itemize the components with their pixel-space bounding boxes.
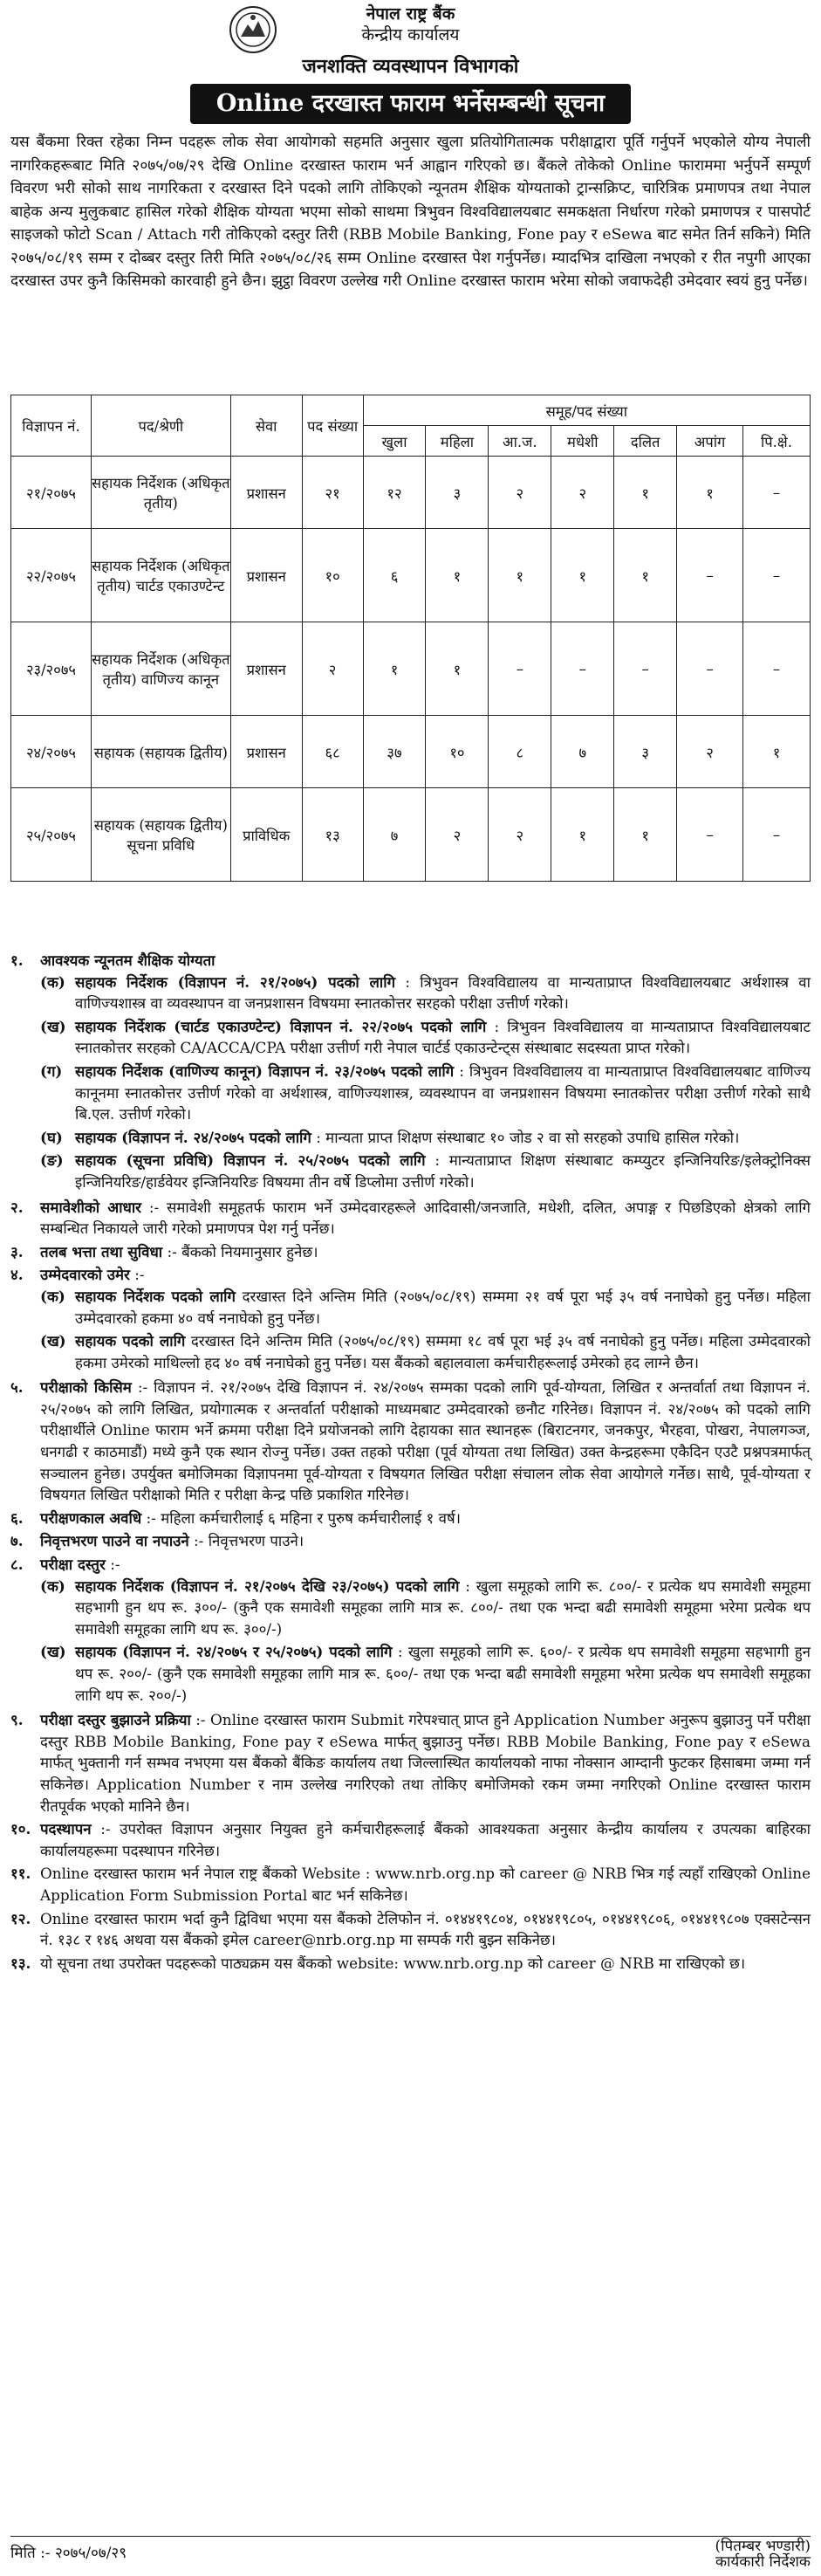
cell-advert-no: २३/२०७५ xyxy=(11,622,92,716)
cell-post: सहायक (सहायक द्वितीय) सूचना प्रविधि xyxy=(91,788,230,882)
cell-women: १० xyxy=(426,716,489,788)
cell-open: ३७ xyxy=(363,716,426,788)
header-post-level: पद/श्रेणी xyxy=(91,395,230,457)
cell-pichhadiyeko: – xyxy=(743,788,811,882)
cell-service: प्रशासन xyxy=(230,716,302,788)
cell-apang: – xyxy=(677,788,743,882)
section-probation: ६. परीक्षणकाल अवधि :- महिला कर्मचारीलाई ६ महिना र पुरुष कर्मचारीलाई १ वर्ष। xyxy=(10,1508,462,1527)
header-post-count: पद संख्या xyxy=(302,395,363,457)
cell-count: ६८ xyxy=(302,716,363,788)
cell-post: सहायक निर्देशक (अधिकृत तृतीय) xyxy=(91,457,230,529)
cell-count: २ xyxy=(302,622,363,716)
header xyxy=(0,0,821,117)
cell-aj: ८ xyxy=(489,716,551,788)
section-contact: १२. Online दरखास्त फाराम भर्दा कुनै द्विविधा भएमा यस बैंकको टेलिफोन नं. ०१४४१९८०४, ०१४४१९८०५, ०१४४१९८०६, ०१४४१९८०७ एक्सटेन्सन नं. १३८ र १४६ अथवा यस बैंकको इमेल career@nrb.org.np मा सम्पर्क गरी बुझ्न सकिनेछ। xyxy=(10,1909,811,1949)
notice-title: Online दरखास्त फाराम भर्नेसम्बन्धी सूचना xyxy=(190,84,631,124)
header-women: महिला xyxy=(426,426,489,457)
cell-madhesi: २ xyxy=(551,457,614,529)
cell-service: प्रशासन xyxy=(230,457,302,529)
list-item: (ख) सहायक (विज्ञापन नं. २४/२०७५ र २५/२०७५) पदको लागि : खुला समूहको लागि रू. ६००/- र प्रत्येक थप समावेशी समूहमा सहभागी हुन थप रू. २००/- (कुनै एक समावेशी समूहका लागि मात्र रू. ६००/- तथा एक भन्दा बढी समावेशी समूहमा भरेमा प्रत्येक थप समावेशी समूहका लागि थप रू. २००/-) xyxy=(40,1643,811,1704)
cell-count: १० xyxy=(302,529,363,622)
table-header-row xyxy=(11,395,811,426)
header-dalit: दलित xyxy=(614,426,677,457)
cell-women: २ xyxy=(426,788,489,882)
cell-madhesi: ७ xyxy=(551,716,614,788)
section-number: १. xyxy=(10,951,24,969)
cell-advert-no: २५/२०७५ xyxy=(11,788,92,882)
cell-women: १ xyxy=(426,622,489,716)
cell-count: २१ xyxy=(302,457,363,529)
cell-apang: १ xyxy=(677,457,743,529)
footer-divider xyxy=(10,2536,811,2537)
section-online-form: ११. Online दरखास्त फाराम भर्न नेपाल राष्ट्र बैंकको Website : www.nrb.org.np को career @ NRB भित्र गई त्यहाँ राखिएको Online Application Form Submission Portal बाट भर्न सकिनेछ। xyxy=(10,1865,811,1904)
section-pension: ७. निवृत्तभरण पाउने वा नपाउने :- निवृत्तभरण पाउने। xyxy=(10,1532,304,1550)
cell-aj: २ xyxy=(489,788,551,882)
cell-advert-no: २४/२०७५ xyxy=(11,716,92,788)
cell-apang: – xyxy=(677,622,743,716)
cell-open: ६ xyxy=(363,529,426,622)
cell-madhesi: १ xyxy=(551,788,614,882)
header-aj: आ.ज. xyxy=(489,426,551,457)
section-qualification xyxy=(10,950,811,1195)
notice-sections xyxy=(10,950,811,1975)
signature-block xyxy=(715,2538,811,2570)
cell-dalit: १ xyxy=(614,529,677,622)
cell-dalit: १ xyxy=(614,788,677,882)
table-row xyxy=(11,788,811,882)
cell-madhesi: – xyxy=(551,622,614,716)
list-item: (क) सहायक निर्देशक (विज्ञापन नं. २१/२०७५ देखि २३/२०७५) पदको लागि : खुला समूहको लागि रू. ८००/- र प्रत्येक थप समावेशी समूहमा सहभागी हुन थप रू. ३००/- (कुनै एक समावेशी समूहका लागि मात्र रू. ८००/- तथा एक भन्दा बढी समावेशी समूहमा भरेमा प्रत्येक थप समावेशी समूहका लागि थप रू. ३००/-) xyxy=(40,1577,811,1638)
cell-apang: – xyxy=(677,529,743,622)
cell-dalit: – xyxy=(614,622,677,716)
cell-post: सहायक निर्देशक (अधिकृत तृतीय) वाणिज्य कानून xyxy=(91,622,230,716)
cell-advert-no: २२/२०७५ xyxy=(11,529,92,622)
list-item: (क) सहायक निर्देशक (विज्ञापन नं. २१/२०७५) पदको लागि : त्रिभुवन विश्वविद्यालय वा मान्यताप्राप्त विश्वविद्यालयबाट अर्थशास्त्र वा वाणिज्यशास्त्र वा व्यवस्थापन वा जनप्रशासन विषयमा स्नातकोत्तर सरहको परीक्षा उत्तीर्ण गरेको। xyxy=(40,972,811,1013)
list-item: (क) सहायक निर्देशक पदको लागि दरखास्त दिने अन्तिम मिति (२०७५/०८/१९) सम्ममा २१ वर्ष पूरा भई ३५ वर्ष ननाघेको हुनु पर्नेछ। महिला उम्मेदवारको हकमा ४० वर्ष ननाघेको हुनु पर्नेछ। xyxy=(40,1287,811,1327)
cell-open: १२ xyxy=(363,457,426,529)
cell-open: ७ xyxy=(363,788,426,882)
cell-dalit: १ xyxy=(614,457,677,529)
list-item: (घ) सहायक (विज्ञापन नं. २४/२०७५ पदको लागि : मान्यता प्राप्त शिक्षण संस्थाबाट १० जोड २ वा सो सरहको उपाधि हासिल गरेको। xyxy=(40,1128,740,1146)
cell-pichhadiyeko: १ xyxy=(743,716,811,788)
footer xyxy=(10,2538,811,2570)
cell-women: ३ xyxy=(426,457,489,529)
header-open: खुला xyxy=(363,426,426,457)
section-exam-type: ५. परीक्षाको किसिम :- विज्ञापन नं. २१/२०७५ देखि विज्ञापन नं. २४/२०७५ सम्मका पदको लागि पूर्व-योग्यता, लिखित र अन्तर्वार्ता तथा विज्ञापन नं. २५/२०७५ को लागि लिखित, प्रयोगात्मक र अन्तर्वार्ता परीक्षाको माध्यमबाट उम्मेदवारको छनौट गरिनेछ। विज्ञापन नं. २४/२०७५ को पदको लागि परीक्षार्थीले Online फाराम भर्ने क्रममा परीक्षा दिने प्रयोजनको लागि देहायका सात स्थानहरू (बिराटनगर, जनकपुर, भैरहवा, पोखरा, नेपालगञ्ज, धनगढी र काठमाडौं) मध्ये कुनै एक स्थान रोज्नु पर्नेछ। उक्त तहको परीक्षा (पूर्व योग्यता तथा लिखित) उक्त केन्द्रहरूमा एकैदिन एउटै प्रश्नपत्रमार्फत् सञ्चालन हुनेछ। उपर्युक्त बमोजिमका विज्ञापनमा पूर्व-योग्यता र विषयगत लिखित परीक्षा संचालन लोक सेवा आयोगले गर्नेछ। साथै, पूर्व-योग्यता र विषयगत लिखित परीक्षाको मिति र परीक्षा केन्द्र पछि प्रकाशित गरिनेछ। xyxy=(10,1378,811,1504)
cell-post: सहायक (सहायक द्वितीय) xyxy=(91,716,230,788)
section-fee-process: ९. परीक्षा दस्तुर बुझाउने प्रक्रिया :- Online दरखास्त फाराम Submit गरेपश्चात् प्राप्त हुने Application Number अनुरूप बुझाउनु पर्ने परीक्षा दस्तुर RBB Mobile Banking, Fone pay र eSewa मार्फत् बुझाउनु पर्नेछ। RBB Mobile Banking, Fone pay र eSewa मार्फत् भुक्तानी गर्न सम्भव नभएमा यस बैंकको बैंकिङ कार्यालय तथा जिल्लास्थित कार्यालयको नाफा नोक्सान आम्दानी फुटकर हिसाबमा जम्मा गर्न सकिनेछ। Application Number र नाम उल्लेख नगरिएको तथा तोकिए बमोजिमको रकम जम्मा नगरिएको Online दरखास्त फाराम रीतपूर्वक भएको मानिने छैन। xyxy=(10,1711,811,1815)
cell-dalit: ३ xyxy=(614,716,677,788)
cell-count: १३ xyxy=(302,788,363,882)
table-row xyxy=(11,529,811,622)
header-apang: अपांग xyxy=(677,426,743,457)
cell-pichhadiyeko: – xyxy=(743,622,811,716)
header-madhesi: मधेशी xyxy=(551,426,614,457)
section-title: आवश्यक न्यूनतम शैक्षिक योग्यता xyxy=(40,951,216,969)
cell-madhesi: १ xyxy=(551,529,614,622)
table-row xyxy=(11,457,811,529)
signer-name: (पितम्बर भण्डारी) xyxy=(715,2538,811,2555)
cell-pichhadiyeko: – xyxy=(743,457,811,529)
cell-advert-no: २१/२०७५ xyxy=(11,457,92,529)
table-row xyxy=(11,716,811,788)
cell-pichhadiyeko: – xyxy=(743,529,811,622)
header-group-count: समूह/पद संख्या xyxy=(363,395,810,426)
intro-paragraph: यस बैंकमा रिक्त रहेका निम्न पदहरू लोक सेवा आयोगको सहमति अनुसार खुला प्रतियोगितात्मक परीक्षाद्वारा पूर्ति गर्नुपर्ने भएकोले योग्य नेपाली नागरिकहरूबाट मिति २०७५/०७/२९ देखि Online दरखास्त फाराम भर्न आह्वान गरिएको छ। बैंकले तोकेको Online फाराममा भर्नुपर्ने सम्पूर्ण विवरण भरी सोको साथ नागरिकता र दरखास्त दिने पदको लागि तोकिएको न्यूनतम शैक्षिक योग्यताको ट्रान्सक्रिप्ट, चारित्रिक प्रमाणपत्र तथा नेपाल बाहेक अन्य मुलुकबाट हासिल गरेको शैक्षिक योग्यता भएमा सोको साथमा त्रिभुवन विश्वविद्यालयबाट समकक्षता निर्धारण गरेको प्रमाणपत्र र पासपोर्ट साइजको फोटो Scan / Attach गरी तोकिएको दस्तुर तिरी (RBB Mobile Banking, Fone pay र eSewa बाट समेत तिर्न सकिने) मिति २०७५/०८/१९ सम्म र दोब्बर दस्तुर तिरी मिति २०७५/०८/२६ सम्म Online दरखास्त पेश गर्नुपर्नेछ। म्यादभित्र दाखिला नभएको र रीत नपुगी आएका दरखास्त उपर कुनै किसिमको कारवाही हुने छैन। झुट्ठा विवरण उल्लेख गरी Online दरखास्त फाराम भरेमा सोको जवाफदेही उमेदवार स्वयं हुनु पर्नेछ। xyxy=(10,134,811,290)
section-inclusion: २. समावेशीको आधार :- समावेशी समूहतर्फ फाराम भर्ने उम्मेदवारहरूले आदिवासी/जनजाति, मधेशी, दलित, अपाङ्ग र पिछडिएको क्षेत्रको लागि सम्बन्धित निकायले जारी गरेको प्रमाणपत्र पेश गर्नु पर्नेछ। xyxy=(10,1198,811,1238)
cell-post: सहायक निर्देशक (अधिकृत तृतीय) चार्टड एकाउण्टेन्ट xyxy=(91,529,230,622)
cell-aj: – xyxy=(489,622,551,716)
header-advert-no: विज्ञापन नं. xyxy=(11,395,92,457)
department-name: जनशक्ति व्यवस्थापन विभागको xyxy=(302,55,519,78)
section-syllabus: १३. यो सूचना तथा उपरोक्त पदहरूको पाठ्यक्रम यस बैंकको website: www.nrb.org.np को career @ NRB मा राखिएको छ। xyxy=(10,1954,746,1972)
cell-apang: २ xyxy=(677,716,743,788)
vacancy-table xyxy=(10,395,811,882)
cell-service: प्राविधिक xyxy=(230,788,302,882)
list-item: (ङ) सहायक (सूचना प्रविधि) विज्ञापन नं. २५/२०७५ पदको लागि : मान्यताप्राप्त शिक्षण संस्थाबाट कम्प्युटर इन्जिनियरिङ/इलेक्ट्रोनिक्स इन्जिनियरिङ/हार्डवेयर इन्जिनियरिङ विषयमा तीन वर्षे डिप्लोमा उत्तीर्ण गरेको। xyxy=(40,1151,811,1191)
cell-aj: २ xyxy=(489,457,551,529)
signer-title: कार्यकारी निर्देशक xyxy=(715,2553,811,2571)
section-age: ४. उम्मेदवारको उमेर :- (क) सहायक निर्देशक पदको लागि दरखास्त दिने अन्तिम मिति (२०७५/०८/१९) सम्ममा २१ वर्ष पूरा भई ३५ वर्ष ननाघेको हुनु पर्नेछ। महिला उम्मेदवारको हकमा ४० वर्ष ननाघेको हुनु पर्नेछ। (ख) सहायक पदको लागि दरखास्त दिने अन्तिम मिति (२०७५/०८/१९) सम्ममा १८ वर्ष पूरा भई ३५ वर्ष ननाघेको हुनु पर्नेछ। महिला उम्मेदवारको हकमा उमेरको माथिल्लो हद ४० वर्ष ननाघेको हुनु पर्नेछ। यस बैंकको बहालवाला कर्मचारीहरूलाई उमेरको हद लाग्ने छैन। xyxy=(10,1264,811,1375)
section-exam-fee: ८. परीक्षा दस्तुर :- (क) सहायक निर्देशक (विज्ञापन नं. २१/२०७५ देखि २३/२०७५) पदको लागि : खुला समूहको लागि रू. ८००/- र प्रत्येक थप समावेशी समूहमा सहभागी हुन थप रू. ३००/- (कुनै एक समावेशी समूहका लागि मात्र रू. ८००/- तथा एक भन्दा बढी समावेशी समूहमा भरेमा प्रत्येक थप समावेशी समूहका लागि थप रू. ३००/-) (ख) सहायक (विज्ञापन नं. २४/२०७५ र २५/२०७५) पदको लागि : खुला समूहको लागि रू. ६००/- र प्रत्येक थप समावेशी समूहमा सहभागी हुन थप रू. २००/- (कुनै एक समावेशी समूहका लागि मात्र रू. ६००/- तथा एक भन्दा बढी समावेशी समूहमा भरेमा प्रत्येक थप समावेशी समूहका लागि थप रू. २००/-) xyxy=(10,1554,811,1707)
list-item: (ग) सहायक निर्देशक (वाणिज्य कानून) विज्ञापन नं. २३/२०७५ पदको लागि : त्रिभुवन विश्वविद्यालय वा मान्यताप्राप्त विश्वविद्यालयबाट वाणिज्य कानूनमा स्नातकोत्तर उत्तीर्ण गरेको वा अर्थशास्त्र, वाणिज्यशास्त्र, व्यवस्थापन वा जनप्रशासन विषयमा स्नातकोत्तर परीक्षा उत्तीर्ण गरेको साथै बि.एल. उत्तीर्ण गरेको। xyxy=(40,1061,811,1123)
cell-open: १ xyxy=(363,622,426,716)
list-item: (ख) सहायक पदको लागि दरखास्त दिने अन्तिम मिति (२०७५/०८/१९) सम्ममा १८ वर्ष पूरा भई ३५ वर्ष ननाघेको हुनु पर्नेछ। महिला उम्मेदवारको हकमा उमेरको माथिल्लो हद ४० वर्ष ननाघेको हुनु पर्नेछ। यस बैंकको बहालवाला कर्मचारीहरूलाई उमेरको हद लाग्ने छैन। xyxy=(40,1332,811,1371)
cell-service: प्रशासन xyxy=(230,622,302,716)
table-row xyxy=(11,622,811,716)
header-pichhadiyeko: पि.क्षे. xyxy=(743,426,811,457)
cell-service: प्रशासन xyxy=(230,529,302,622)
section-posting: १०. पदस्थापन :- उपरोक्त विज्ञापन अनुसार नियुक्त हुने कर्मचारीहरूलाई बैंकको आवश्यकता अनुसार केन्द्रीय कार्यालय र उपत्यका बाहिरका कार्यालयहरूमा पदस्थापन गरिनेछ। xyxy=(10,1820,811,1859)
notice-date: मिति :- २०७५/०७/२९ xyxy=(10,2545,127,2562)
header-service: सेवा xyxy=(230,395,302,457)
bank-name: नेपाल राष्ट्र बैंक xyxy=(366,4,455,24)
cell-aj: १ xyxy=(489,529,551,622)
cell-women: १ xyxy=(426,529,489,622)
list-item: (ख) सहायक निर्देशक (चार्टड एकाउण्टेन्ट) विज्ञापन नं. २२/२०७५ पदको लागि : त्रिभुवन विश्वविद्यालय वा मान्यताप्राप्त विश्वविद्यालयबाट स्नातकोत्तर सरहको CA/ACCA/CPA परीक्षा उत्तीर्ण गरी नेपाल चार्टर्ड एकाउन्टेन्ट्स संस्थाबाट सदस्यता प्राप्त गरेको। xyxy=(40,1017,811,1057)
section-salary: ३. तलब भत्ता तथा सुविधा :- बैंकको नियमानुसार हुनेछ। xyxy=(10,1242,318,1261)
office-name: केन्द्रीय कार्यालय xyxy=(361,25,460,45)
